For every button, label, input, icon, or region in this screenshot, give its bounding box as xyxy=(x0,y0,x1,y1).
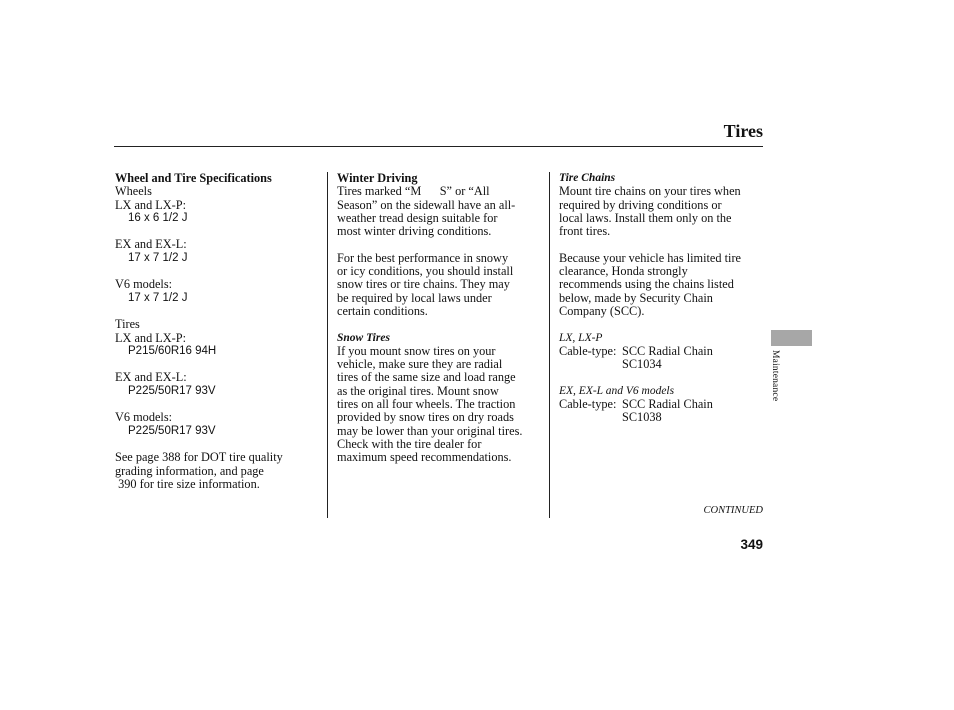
chain-type-label: Cable-type: xyxy=(559,343,617,358)
wheel-size: 17 x 7 1/2 J xyxy=(128,291,188,304)
chain-name: SCC Radial Chain xyxy=(622,343,713,358)
snow-para-line: vehicle, make sure they are radial xyxy=(337,357,503,372)
chains-para-line: required by driving conditions or xyxy=(559,197,722,212)
chains-para-line: local laws. Install them only on the xyxy=(559,210,732,225)
chain-models: EX, EX-L and V6 models xyxy=(559,384,675,397)
winter-driving-column xyxy=(337,172,547,465)
section-tab-label: Maintenance xyxy=(770,350,780,402)
chains-para-line: clearance, Honda strongly xyxy=(559,264,688,279)
chains-para-line: below, made by Security Chain xyxy=(559,290,713,305)
chain-type-label: Cable-type: xyxy=(559,397,617,412)
tire-size: P225/50R17 93V xyxy=(128,424,216,437)
chain-code: SC1038 xyxy=(622,410,662,425)
tire-chains-heading: Tire Chains xyxy=(559,172,616,184)
chains-para-line: Mount tire chains on your tires when xyxy=(559,184,741,199)
snow-para-line: tires of the same size and load range xyxy=(337,370,516,385)
section-tab xyxy=(771,330,812,346)
chains-para-line: Company (SCC). xyxy=(559,303,645,318)
snow-para-line: If you mount snow tires on your xyxy=(337,343,496,358)
snow-para-line: tires on all four wheels. The traction xyxy=(337,397,516,412)
winter-para-line: weather tread design suitable for xyxy=(337,210,498,225)
snow-para-line: as the original tires. Mount snow xyxy=(337,383,499,398)
snow-para-line: Check with the tire dealer for xyxy=(337,436,482,451)
spec-heading: Wheel and Tire Specifications xyxy=(115,171,272,185)
winter-para-line: Season” on the sidewall have an all- xyxy=(337,197,516,212)
wheel-model: LX and LX-P: xyxy=(115,197,187,212)
winter-para-line: be required by local laws under xyxy=(337,290,492,305)
winter-para-line: or icy conditions, you should install xyxy=(337,264,514,279)
wheel-size: 16 x 6 1/2 J xyxy=(128,211,188,224)
chain-code: SC1034 xyxy=(622,357,662,372)
spec-note-line: grading information, and page xyxy=(115,463,264,478)
chains-para-line: Because your vehicle has limited tire xyxy=(559,250,741,265)
snow-tires-heading: Snow Tires xyxy=(337,331,390,344)
chains-para-line: front tires. xyxy=(559,224,611,239)
tire-size: P215/60R16 94H xyxy=(128,344,217,357)
wheels-label: Wheels xyxy=(115,184,152,199)
column-divider xyxy=(327,172,328,518)
winter-para-line: certain conditions. xyxy=(337,303,428,318)
wheel-model: EX and EX-L: xyxy=(115,237,187,252)
winter-para-line: snow tires or tire chains. They may xyxy=(337,277,510,292)
chain-spec xyxy=(559,398,765,411)
tire-size: P225/50R17 93V xyxy=(128,384,216,397)
spec-note-line: 390 for tire size information. xyxy=(115,476,260,491)
snow-para-line: may be lower than your original tires. xyxy=(337,423,523,438)
snow-para-line: provided by snow tires on dry roads xyxy=(337,410,514,425)
tires-label: Tires xyxy=(115,317,140,332)
page-title: Tires xyxy=(723,121,763,141)
chains-para-line: recommends using the chains listed xyxy=(559,277,734,292)
chain-name: SCC Radial Chain xyxy=(622,397,713,412)
continued-label: CONTINUED xyxy=(703,505,763,516)
winter-para-line: For the best performance in snowy xyxy=(337,250,509,265)
column-divider xyxy=(549,172,550,518)
page-number: 349 xyxy=(740,537,763,552)
tire-model: EX and EX-L: xyxy=(115,370,187,385)
tire-model: V6 models: xyxy=(115,410,173,425)
snow-para-line: maximum speed recommendations. xyxy=(337,450,512,465)
winter-para-line: Tires marked “M S” or “All xyxy=(337,184,490,199)
wheel-size: 17 x 7 1/2 J xyxy=(128,251,188,264)
wheel-model: V6 models: xyxy=(115,277,173,292)
title-divider xyxy=(114,146,763,147)
winter-para-line: most winter driving conditions. xyxy=(337,224,492,239)
chain-models: LX, LX-P xyxy=(559,331,603,344)
winter-heading: Winter Driving xyxy=(337,171,418,185)
spec-note-line: See page 388 for DOT tire quality xyxy=(115,450,283,465)
tire-chains-column xyxy=(559,172,765,425)
specifications-column xyxy=(115,172,320,491)
chain-spec xyxy=(559,345,765,358)
tire-model: LX and LX-P: xyxy=(115,330,187,345)
